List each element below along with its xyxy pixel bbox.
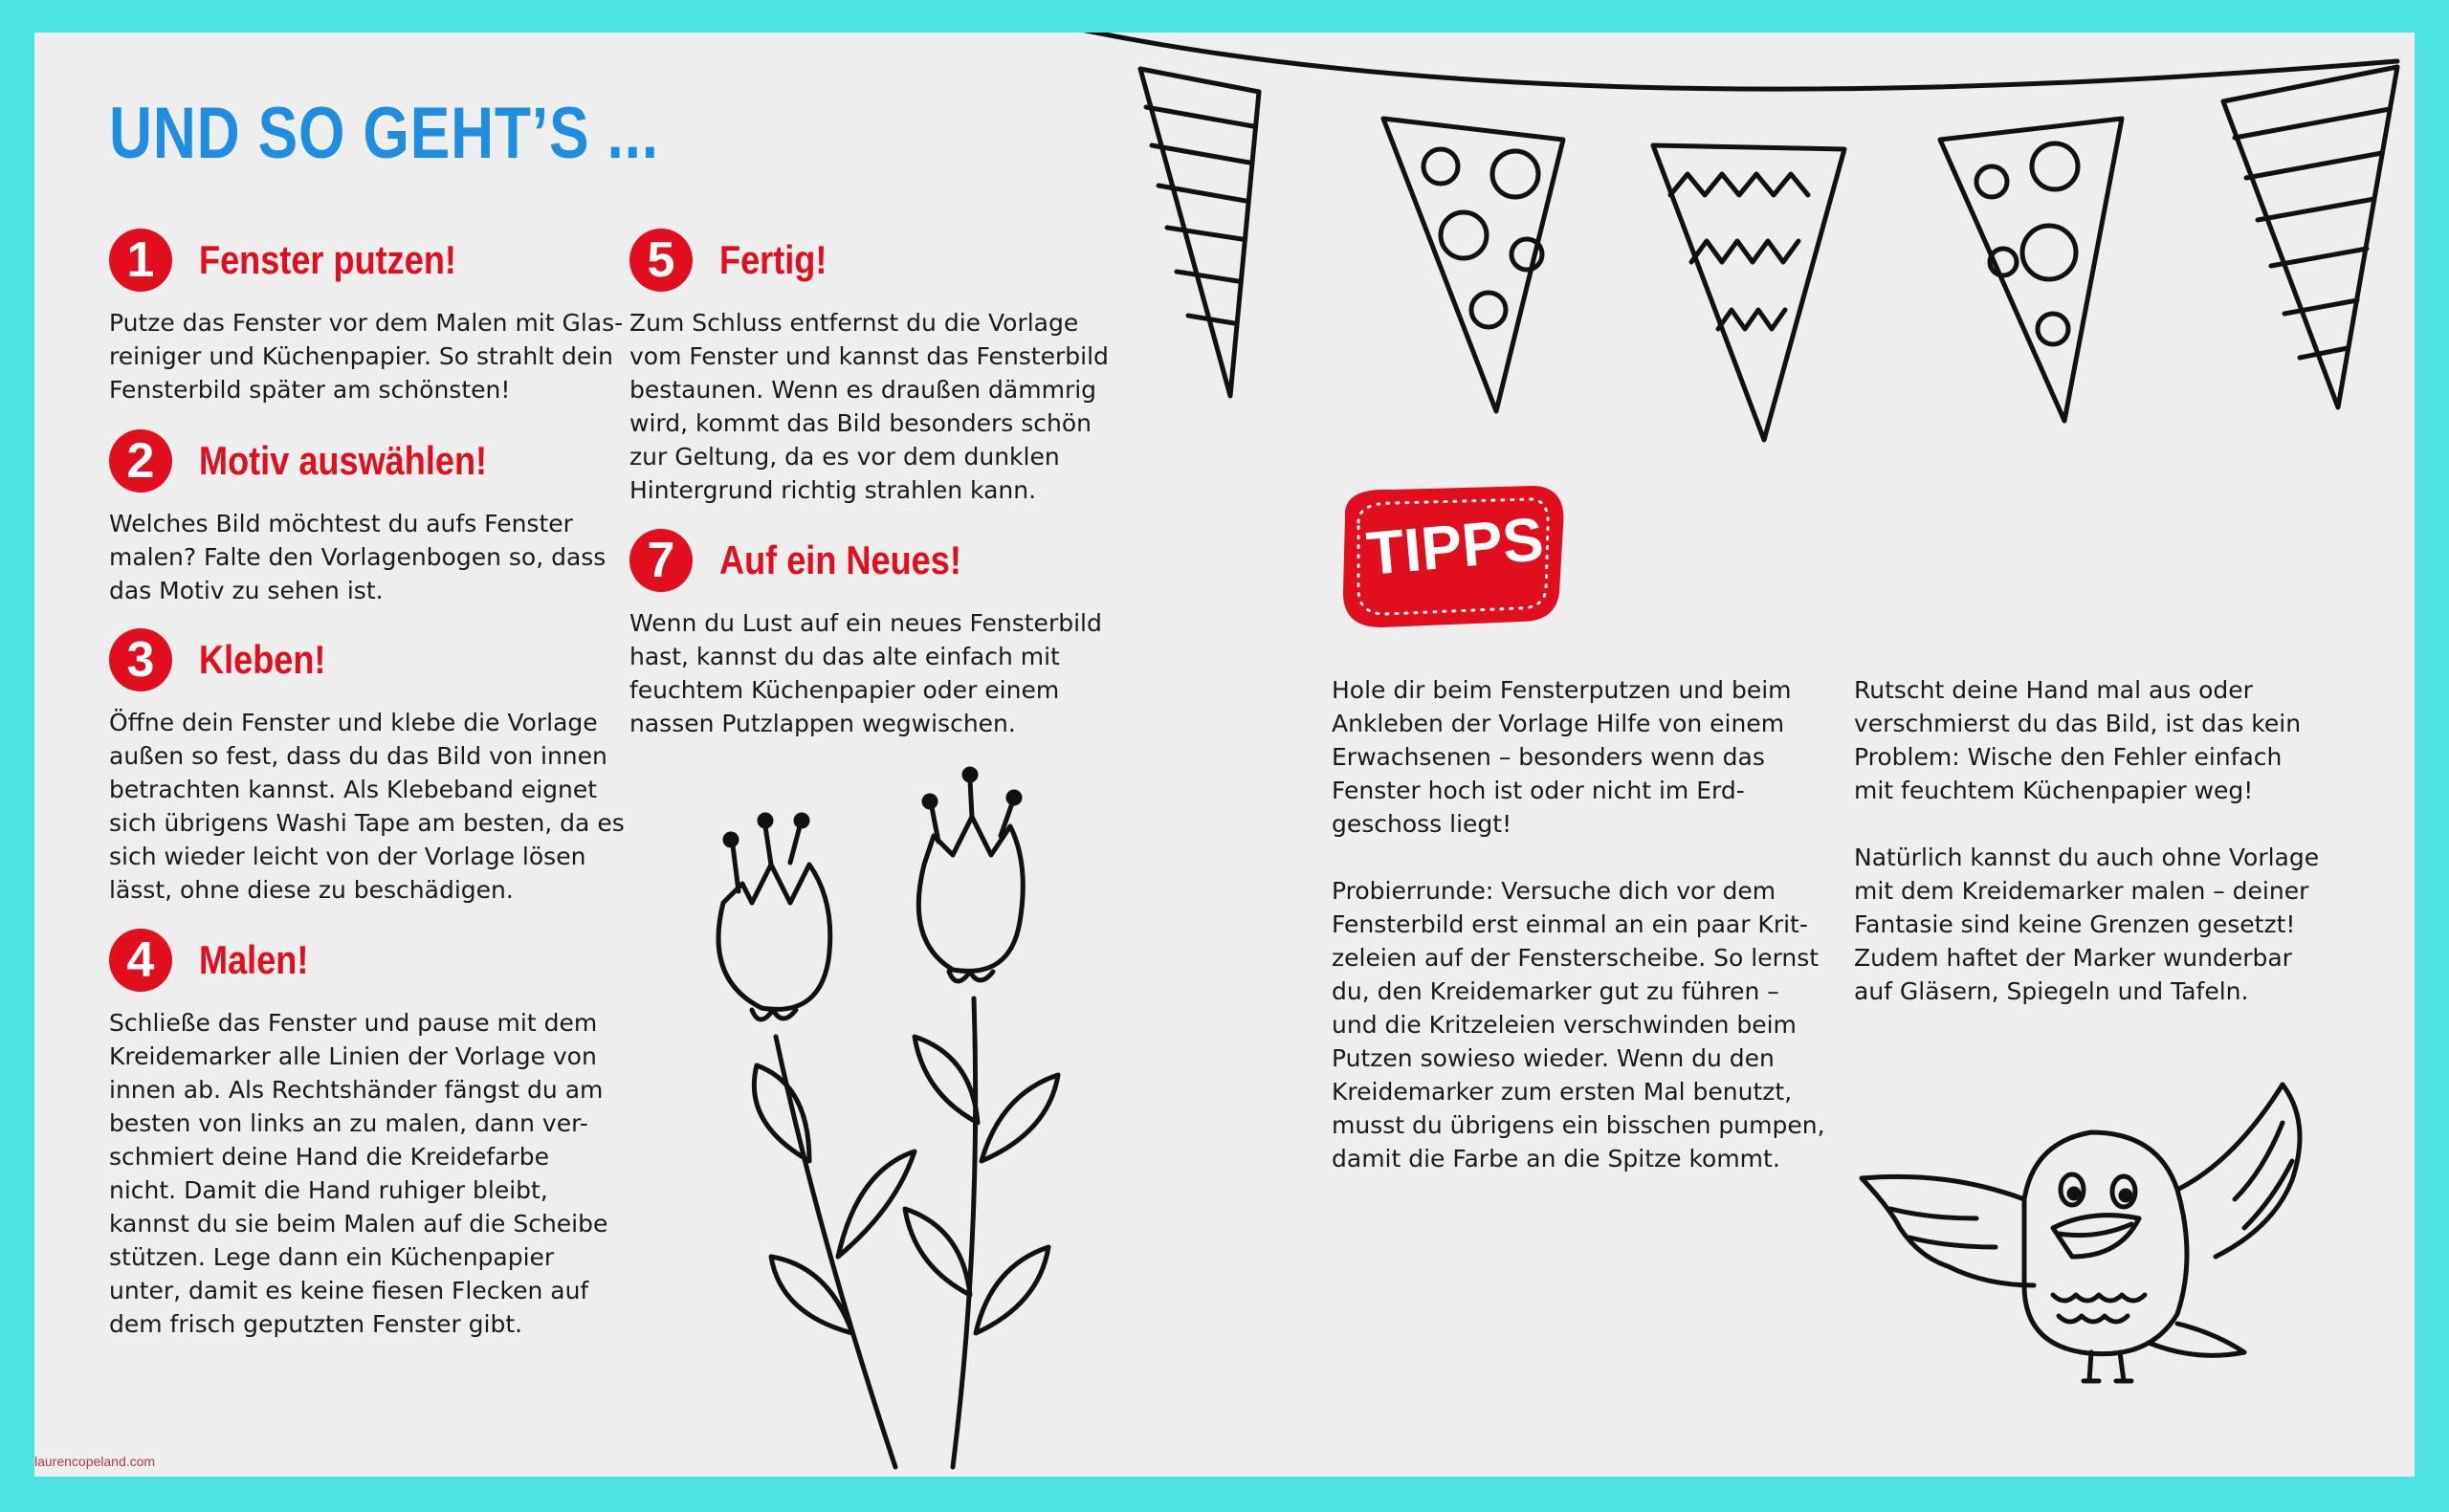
step-4 <box>109 924 645 1341</box>
step-number-badge: 4 <box>109 929 172 992</box>
step-title: Fenster putzen! <box>199 237 456 282</box>
step-7 <box>629 524 1127 740</box>
step-title: Fertig! <box>719 237 827 282</box>
step-number-badge: 3 <box>109 628 172 691</box>
tip-paragraph: Rutscht deine Hand mal aus oder verschmierst du das Bild, ist das kein Problem: Wische den Fehler einfach mit feuchtem Küchenpapier weg! <box>1854 676 2302 804</box>
step-title: Motiv auswählen! <box>199 438 488 483</box>
bird-illustration <box>1833 1065 2369 1410</box>
step-number-badge: 2 <box>109 429 172 493</box>
tip-paragraph: Natürlich kannst du auch ohne Vorlage mit dem Kreidemarker malen – deiner Fantasie sind keine Grenzen gesetzt! Zudem haftet der Marker wunderbar auf Gläsern, Spiegeln und Tafeln. <box>1854 844 2320 1005</box>
bunting-garland-illustration <box>34 33 2415 472</box>
step-text: Öffne dein Fenster und klebe die Vorlage außen so fest, dass du das Bild von innen betrachten kannst. Als Klebeband eignet sich übrigens Washi Tape am besten, da es sich wieder leicht von der Vorlage lösen lässt, ohne diese zu beschädigen. <box>109 709 625 904</box>
step-text: Schließe das Fenster und pause mit dem Kreidemarker alle Linien der Vorlage von innen ab. Als Rechtshänder fängst du am besten von links an zu malen, dann ver- schmiert deine Hand die Kreidefarbe nicht. Damit die Hand ruhiger bleibt, kannst du sie beim Malen auf die Scheibe stützen. Lege dann ein Küchenpapier unter, damit es keine fiesen Flecken auf dem frisch geputzten Fenster gibt. <box>109 1009 608 1338</box>
tip-paragraph: Probierrunde: Versuche dich vor dem Fensterbild erst einmal an ein paar Krit- zeleien auf der Fensterscheibe. So lernst du, den Kreidemarker gut zu führen – und die Kritzeleien verschwinden beim Putzen sowieso wieder. Wenn du den Kreidemarker zum ersten Mal benutzt, musst du übrigens ein bisschen pumpen, damit die Farbe an die Spitze kommt. <box>1332 877 1825 1172</box>
step-number-badge: 5 <box>629 229 693 292</box>
step-text: Putze das Fenster vor dem Malen mit Glas- reiniger und Küchenpapier. So strahlt dein Fensterbild später am schönsten! <box>109 309 624 404</box>
tipps-label: TIPPS <box>1363 504 1547 588</box>
tulip-flowers-illustration <box>666 759 1106 1477</box>
step-text: Welches Bild möchtest du aufs Fenster malen? Falte den Vorlagenbogen so, dass das Motiv zu sehen ist. <box>109 510 607 604</box>
step-text: Zum Schluss entfernst du die Vorlage vom Fenster und kannst das Fensterbild bestaunen. Wenn es draußen dämmrig wird, kommt das Bild besonders schön zur Geltung, da es vor dem dunklen Hintergrund richtig strahlen kann. <box>629 309 1109 504</box>
step-number-badge: 7 <box>629 529 693 592</box>
tips-column-1 <box>1332 673 1829 1175</box>
step-title: Malen! <box>199 937 309 982</box>
step-number-badge: 1 <box>109 229 172 292</box>
tip-paragraph: Hole dir beim Fensterputzen und beim Ankleben der Vorlage Hilfe von einem Erwachsenen – besonders wenn das Fenster hoch ist oder nicht im Erd- geschoss liegt! <box>1332 676 1792 838</box>
tips-column-2 <box>1854 673 2351 1008</box>
step-title: Auf ein Neues! <box>719 537 961 582</box>
step-text: Wenn du Lust auf ein neues Fensterbild hast, kannst du das alte einfach mit feuchtem Küchenpapier oder einem nassen Putzlappen wegwischen. <box>629 609 1102 737</box>
watermark: laurencopeland.com <box>34 1454 156 1469</box>
instruction-page <box>34 33 2415 1477</box>
step-3 <box>109 624 645 907</box>
page-title: UND SO GEHT’S ... <box>109 93 659 174</box>
step-title: Kleben! <box>199 637 326 682</box>
